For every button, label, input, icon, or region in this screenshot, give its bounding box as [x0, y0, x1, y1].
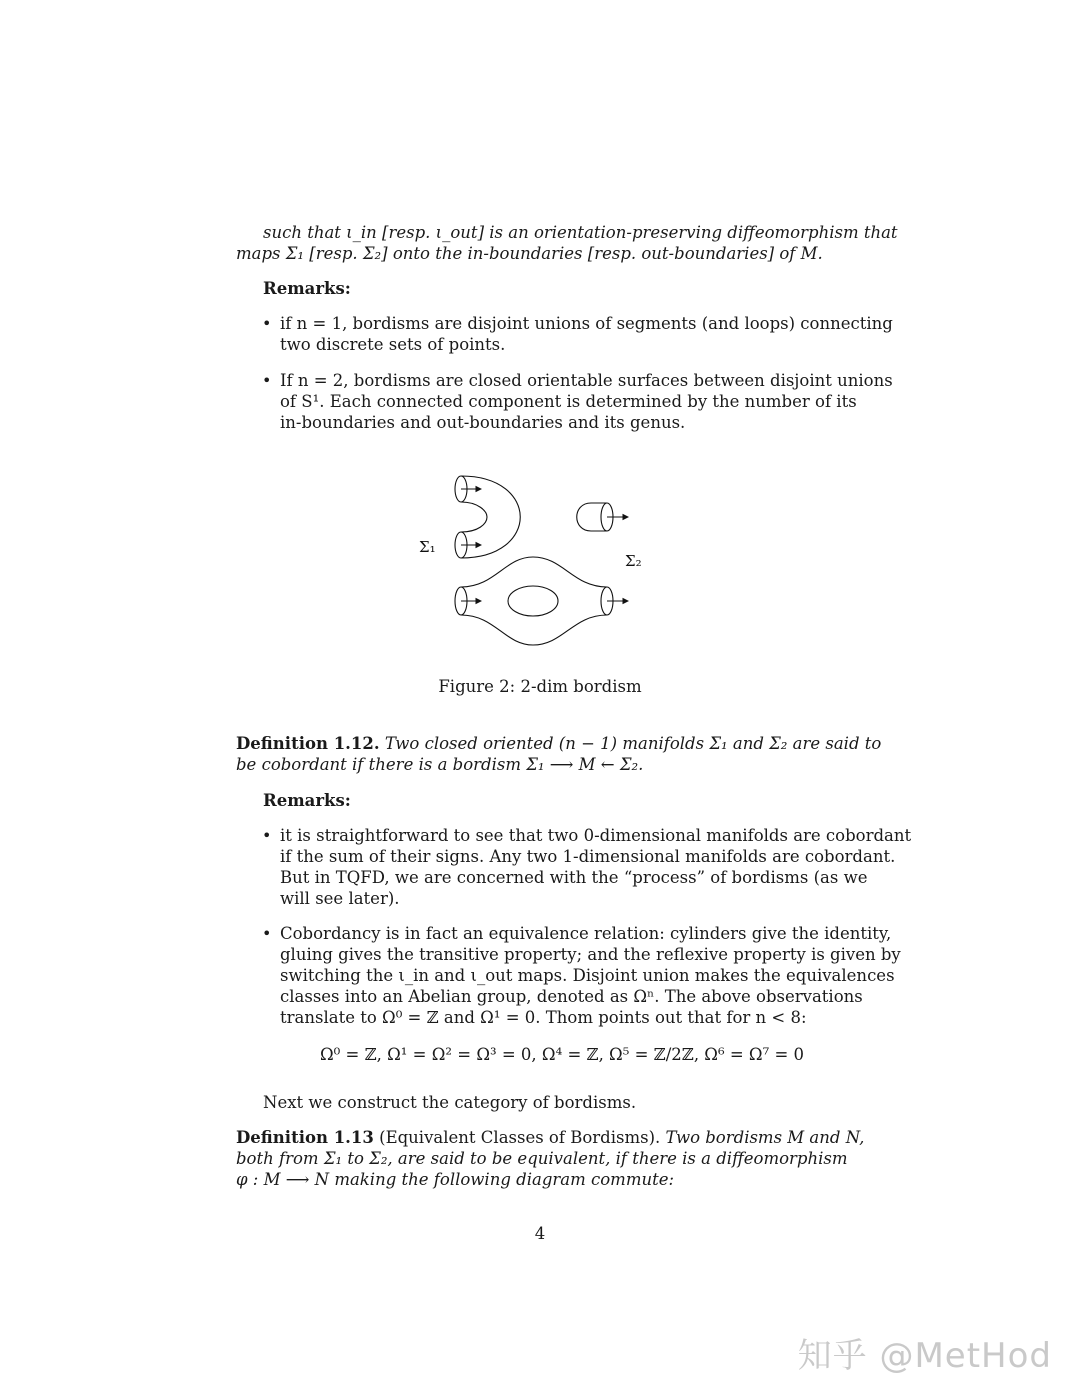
u-bordism-outer — [461, 476, 520, 558]
definition-1-12-line2: be cobordant if there is a bordism Σ₁ ⟶ M ← Σ₂. — [236, 755, 644, 774]
definition-1-13-line3: φ : M ⟶ N making the following diagram commute: — [236, 1170, 675, 1189]
bullet-marker: • — [262, 924, 272, 943]
remark2-bullet2 — [280, 923, 901, 1028]
bordism-figure — [400, 465, 680, 665]
remark1-bullet2-line1: If n = 2, bordisms are closed orientable surfaces between disjoint unions — [280, 371, 893, 390]
definition-1-12-line1 — [236, 733, 882, 754]
remark1-bullet2-line3: in-boundaries and out-boundaries and its genus. — [280, 413, 686, 432]
bullet-marker: • — [262, 371, 272, 390]
torus-top — [461, 557, 607, 587]
remark2-bullet2-line3: switching the ι_in and ι_out maps. Disjoint union makes the equivalences — [280, 966, 895, 985]
remark2-bullet1-line2: if the sum of their signs. Any two 1-dimensional manifolds are cobordant. — [280, 847, 896, 866]
remark2-bullet2-line5: translate to Ω⁰ = ℤ and Ω¹ = 0. Thom points out that for n < 8: — [280, 1008, 807, 1027]
definition-1-13-line1 — [236, 1127, 865, 1148]
sigma2-label: Σ₂ — [625, 552, 642, 570]
thom-equation: Ω⁰ = ℤ, Ω¹ = Ω² = Ω³ = 0, Ω⁴ = ℤ, Ω⁵ = ℤ/2ℤ, Ω⁶ = Ω⁷ = 0 — [319, 1045, 805, 1064]
figure-caption: Figure 2: 2-dim bordism — [438, 677, 642, 696]
top-text-line-1: such that ι_in [resp. ι_out] is an orientation-preserving diffeomorphism that — [263, 223, 898, 242]
bullet-marker: • — [262, 826, 272, 845]
remark2-bullet1-line4: will see later). — [280, 889, 400, 908]
bullet-marker: • — [262, 314, 272, 333]
top-text-line-2: maps Σ₁ [resp. Σ₂] onto the in-boundaries [resp. out-boundaries] of M. — [236, 244, 823, 263]
zhihu-watermark: 知乎 @MetHod — [797, 1336, 1052, 1376]
remark2-bullet2-line2: gluing gives the transitive property; and the reflexive property is given by — [280, 945, 901, 964]
remark1-bullet1 — [280, 313, 893, 355]
definition-1-13-paren: (Equivalent Classes of Bordisms). — [373, 1128, 661, 1147]
remark1-bullet2-line2: of S¹. Each connected component is determined by the number of its — [280, 392, 857, 411]
definition-1-13-line2: both from Σ₁ to Σ₂, are said to be equivalent, if there is a diffeomorphism — [236, 1149, 848, 1168]
next-paragraph: Next we construct the category of bordisms. — [263, 1093, 637, 1112]
definition-1-13-text1: Two bordisms M and N, — [660, 1128, 865, 1147]
remarks-heading-1: Remarks: — [263, 279, 351, 298]
remark1-bullet2 — [280, 370, 893, 433]
remark1-bullet1-line2: two discrete sets of points. — [280, 335, 506, 354]
remark2-bullet2-line1: Cobordancy is in fact an equivalence relation: cylinders give the identity, — [280, 924, 892, 943]
remark1-bullet1-line1: if n = 1, bordisms are disjoint unions of segments (and loops) connecting — [280, 314, 893, 333]
remark2-bullet2-line4: classes into an Abelian group, denoted as Ωⁿ. The above observations — [280, 987, 863, 1006]
remark2-bullet1-line3: But in TQFD, we are concerned with the “process” of bordisms (as we — [280, 868, 868, 887]
definition-1-13-label: Definition 1.13 — [236, 1128, 374, 1147]
sigma1-label: Σ₁ — [419, 538, 436, 556]
page-number: 4 — [534, 1224, 546, 1243]
torus-hole — [508, 586, 558, 616]
u-bordism-inner — [461, 502, 487, 532]
remarks-heading-2: Remarks: — [263, 791, 351, 810]
definition-1-12-label: Definition 1.12. — [236, 734, 380, 753]
remark2-bullet1-line1: it is straightforward to see that two 0-dimensional manifolds are cobordant — [280, 826, 912, 845]
torus-bottom — [461, 615, 607, 645]
remark2-bullet1 — [280, 825, 912, 909]
definition-1-12-text1: Two closed oriented (n − 1) manifolds Σ₁ and Σ₂ are said to — [379, 734, 882, 753]
